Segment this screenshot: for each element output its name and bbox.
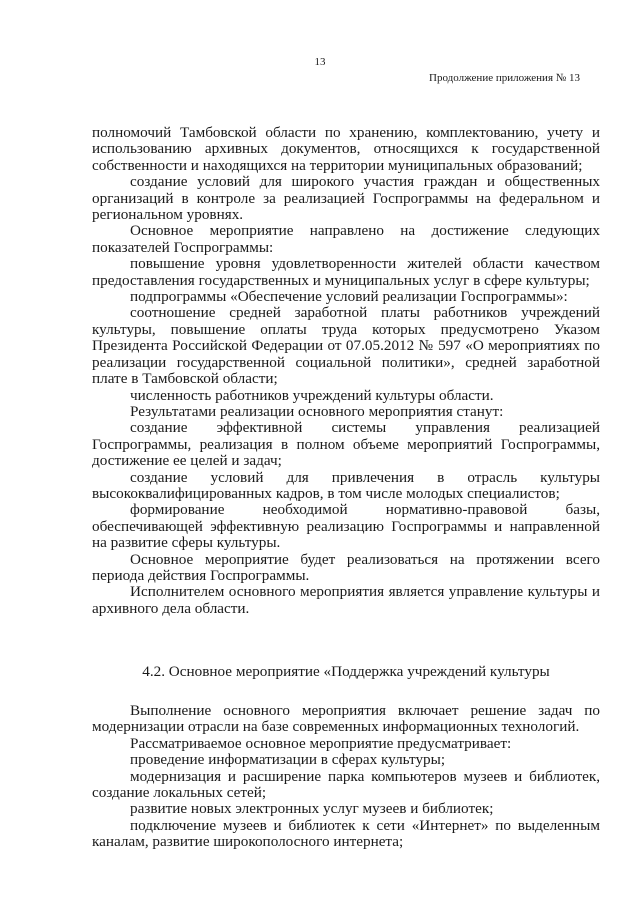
paragraph: Исполнителем основного мероприятия является управление культуры и архивного дела области. — [92, 583, 600, 617]
paragraph: Рассматриваемое основное мероприятие предусматривает: — [130, 734, 512, 752]
paragraph: проведение информатизации в сферах культуры; — [130, 751, 446, 769]
paragraph: подключение музеев и библиотек к сети «Интернет» по выделенным каналам, развитие широкополосного интернета; — [92, 816, 600, 851]
paragraph: подпрограммы «Обеспечение условий реализации Госпрограммы»: — [130, 288, 568, 306]
page-number: 13 — [314, 56, 326, 68]
paragraph: модернизация и расширение парка компьютеров музеев и библиотек, создание локальных сетей; — [92, 767, 600, 802]
paragraph: Результатами реализации основного мероприятия станут: — [130, 402, 504, 420]
paragraph: полномочий Тамбовской области по хранению, комплектованию, учету и использованию архивных документов, относящихся к государственной собственности и находящихся на территории муниципальных образований; — [92, 124, 600, 174]
paragraph: формирование необходимой нормативно-правовой базы, обеспечивающей эффективную реализацию Госпрограммы и направленной на развитие сферы культуры. — [92, 501, 600, 552]
body-text-section — [92, 703, 600, 851]
paragraph: численность работников учреждений культуры области. — [130, 386, 494, 404]
paragraph: Основное мероприятие будет реализоваться на протяжении всего периода действия Госпрограммы. — [92, 550, 600, 584]
paragraph: соотношение средней заработной платы работников учреждений культуры, повышение оплаты труда которых предусмотрено Указом Президента Российской Федерации от 07.05.2012 № 597 «О мероприятиях по реализации государственной социальной политики», средней заработной плате в Тамбовской области; — [92, 304, 600, 388]
paragraph: повышение уровня удовлетворенности жителей области качеством предоставления государственных и муниципальных услуг в сфере культуры; — [92, 255, 600, 289]
body-text — [92, 125, 600, 617]
paragraph: Выполнение основного мероприятия включает решение задач по модернизации отрасли на базе современных информационных технологий. — [92, 702, 600, 736]
paragraph: создание условий для широкого участия граждан и общественных организаций в контроле за реализацией Госпрограммы на федеральном и региональном уровнях. — [92, 173, 600, 224]
paragraph: Основное мероприятие направлено на достижение следующих показателей Госпрограммы: — [92, 222, 600, 256]
paragraph: создание эффективной системы управления реализацией Госпрограммы, реализация в полном объеме мероприятий Госпрограммы, достижение ее целей и задач; — [92, 419, 600, 470]
paragraph: развитие новых электронных услуг музеев и библиотек; — [130, 800, 494, 818]
page-header-continuation: Продолжение приложения № 13 — [429, 72, 580, 84]
paragraph: создание условий для привлечения в отрасль культуры высококвалифицированных кадров, в том числе молодых специалистов; — [92, 468, 600, 502]
section-heading: 4.2. Основное мероприятие «Поддержка учреждений культуры — [142, 663, 550, 680]
